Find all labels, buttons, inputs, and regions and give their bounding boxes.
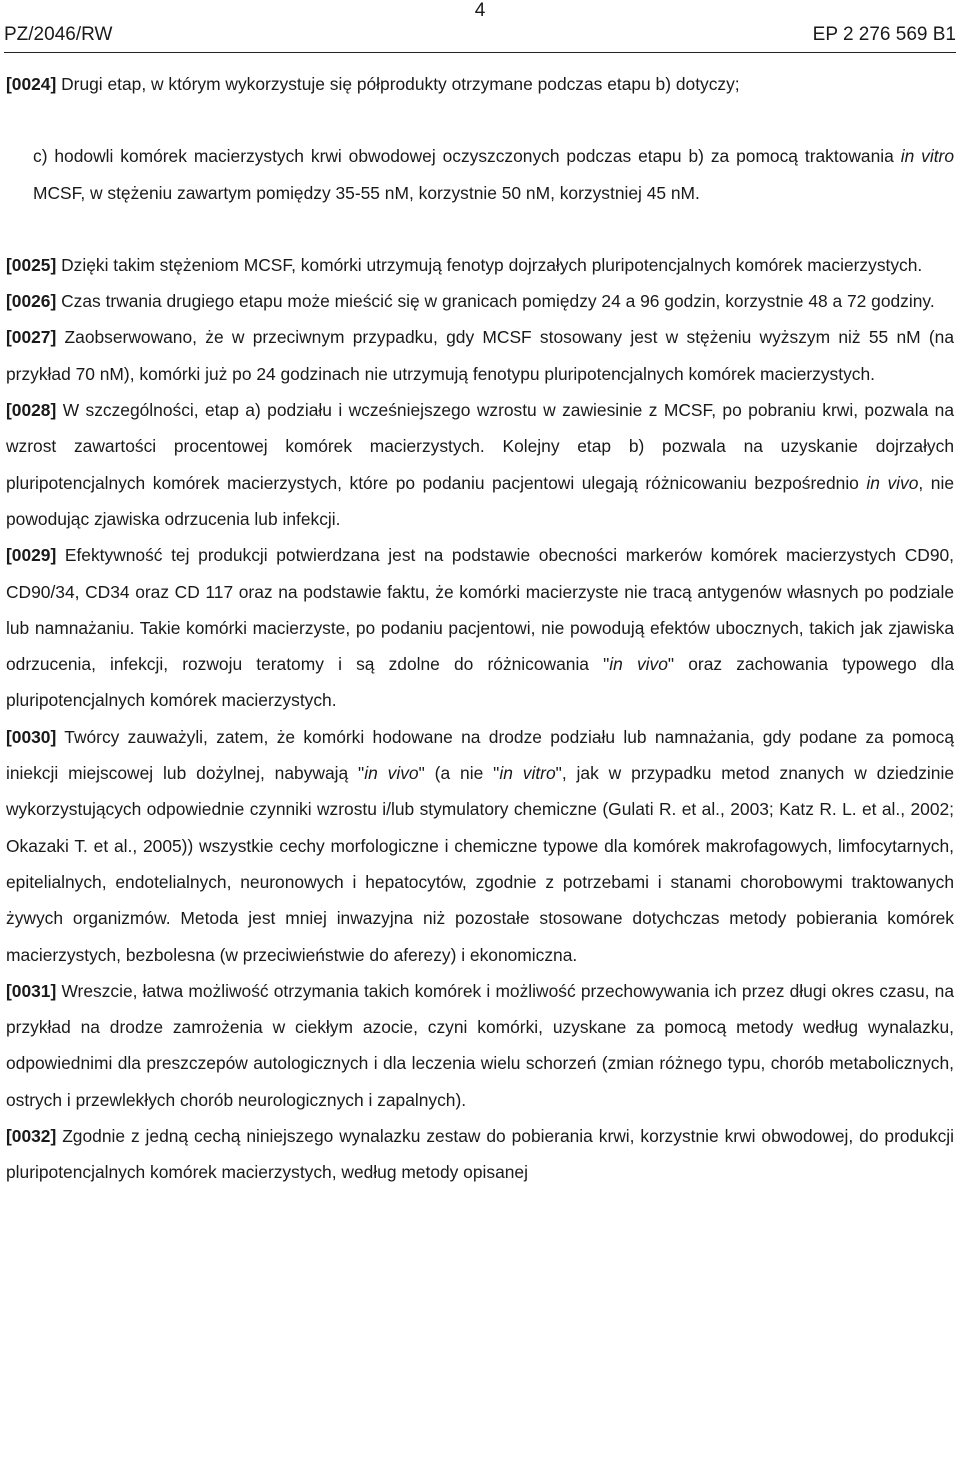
paragraph-0031 [6, 973, 954, 1118]
paragraph-text: Czas trwania drugiego etapu może mieścić się w granicach pomiędzy 24 a 96 godzin, korzystnie 48 a 72 godziny. [56, 291, 935, 312]
italic-term: in vitro [900, 146, 954, 167]
paragraph-text: , nie powodując zjawiska odrzucenia lub infekcji. [6, 472, 955, 529]
paragraph-text: Twórcy zauważyli, zatem, że komórki hodowane na drodze podziału lub namnażania, gdy podane za pomocą iniekcji miejscowej lub dożylnej, nabywają " [6, 726, 954, 784]
paragraph-text: W szczególności, etap a) podziału i wcześniejszego wzrostu w zawiesinie z MCSF, po pobraniu krwi, pozwala na wzrost zawartości procentowej komórek macierzystych. Kolejny etap b) pozwala na uzyskanie dojrzałych pluripotencjalnych komórek macierzystych, które po podaniu pacjentowi ulegają różnicowaniu bezpośrednio [6, 400, 954, 493]
paragraph-0028 [6, 392, 954, 537]
paragraph-number: [0032] [6, 1126, 57, 1147]
paragraph-number: [0030] [6, 726, 57, 747]
paragraph-text: Zaobserwowano, że w przeciwnym przypadku, gdy MCSF stosowany jest w stężeniu wyższym niż 55 nM (na przykład 70 nM), komórki już po 24 godzinach nie utrzymują fenotypu pluripotencjalnych komórek macierzystych. [6, 327, 954, 384]
paragraph-text: Dzięki takim stężeniom MCSF, komórki utrzymują fenotyp dojrzałych pluripotencjalnych komórek macierzystych. [56, 254, 923, 275]
italic-term: in vivo [364, 763, 419, 784]
paragraph-number: [0024] [6, 74, 57, 94]
paragraph-text: Drugi etap, w którym wykorzystuje się półprodukty otrzymane podczas etapu b) dotyczy; [56, 74, 740, 94]
paragraph-text: " (a nie " [418, 763, 500, 784]
header-right-patent-number: EP 2 276 569 B1 [812, 24, 956, 45]
page-number: 4 [474, 0, 486, 21]
paragraph-0032 [6, 1118, 954, 1191]
paragraph-number: [0028] [6, 400, 57, 421]
paragraph-number: [0031] [6, 980, 57, 1001]
list-item-c [6, 138, 954, 211]
paragraph-number: [0026] [6, 291, 57, 312]
paragraph-text: Zgodnie z jedną cechą niniejszego wynalazku zestaw do pobierania krwi, korzystnie krwi obwodowej, do produkcji pluripotencjalnych komórek macierzystych, według metody opisanej [6, 1126, 954, 1183]
header-left-docid: PZ/2046/RW [4, 24, 113, 45]
paragraph-0027 [6, 319, 954, 392]
italic-term: in vivo [866, 472, 919, 493]
italic-term: in vitro [499, 763, 556, 784]
list-item-text: c) hodowli komórek macierzystych krwi obwodowej oczyszczonych podczas etapu b) za pomocą traktowania [33, 146, 901, 167]
paragraph-text: Wreszcie, łatwa możliwość otrzymania takich komórek i możliwość przechowywania ich przez długi okres czasu, na przykład na drodze zamrożenia w ciekłym azocie, czyni komórki, uzyskane za pomocą metody według wynalazku, odpowiednimi dla preszczepów autologicznych i dla leczenia wielu schorzeń (zmian różnego typu, chorób metabolicznych, ostrych i przewlekłych chorób neurologicznych i zapalnych). [6, 980, 954, 1110]
paragraph-text: " oraz zachowania typowego dla pluripotencjalnych komórek macierzystych. [6, 654, 954, 711]
paragraph-text: Efektywność tej produkcji potwierdzana jest na podstawie obecności markerów komórek macierzystych CD90, CD90/34, CD34 oraz CD 117 oraz na podstawie faktu, że komórki macierzyste nie tracą antygenów własnych po podziale lub namnażaniu. Takie komórki macierzyste, po podaniu pacjentowi, nie powodują efektów ubocznych, takich jak zjawiska odrzucenia, infekcji, rozwoju teratomy i są zdolne do różnicowania " [6, 545, 954, 675]
paragraph-0024 [6, 66, 954, 102]
document-body [6, 66, 954, 1191]
paragraph-0025 [6, 247, 954, 283]
paragraph-number: [0029] [6, 545, 57, 566]
header-rule [4, 52, 956, 53]
paragraph-0029 [6, 537, 954, 718]
paragraph-number: [0025] [6, 254, 57, 275]
paragraph-0026 [6, 283, 954, 319]
list-item-text: MCSF, w stężeniu zawartym pomiędzy 35-55 nM, korzystnie 50 nM, korzystniej 45 nM. [33, 182, 700, 203]
italic-term: in vivo [609, 654, 668, 675]
paragraph-number: [0027] [6, 327, 57, 348]
paragraph-text: ", jak w przypadku metod znanych w dziedzinie wykorzystujących odpowiednie czynniki wzrostu i/lub stymulatory chemiczne (Gulati R. et al., 2003; Katz R. L. et al., 2002; Okazaki T. et al., 2005)) wszystkie cechy morfologiczne i chemiczne typowe dla komórek makrofagowych, limfocytarnych, epitelialnych, endotelialnych, neuronowych i hepatocytów, zgodnie z potrzebami i stanami chorobowymi traktowanych żywych organizmów. Metoda jest mniej inwazyjna niż pozostałe stosowane dotychczas metody pobierania komórek macierzystych, bezbolesna (w przeciwieństwie do aferezy) i ekonomiczna. [6, 763, 954, 965]
paragraph-0030 [6, 719, 954, 973]
